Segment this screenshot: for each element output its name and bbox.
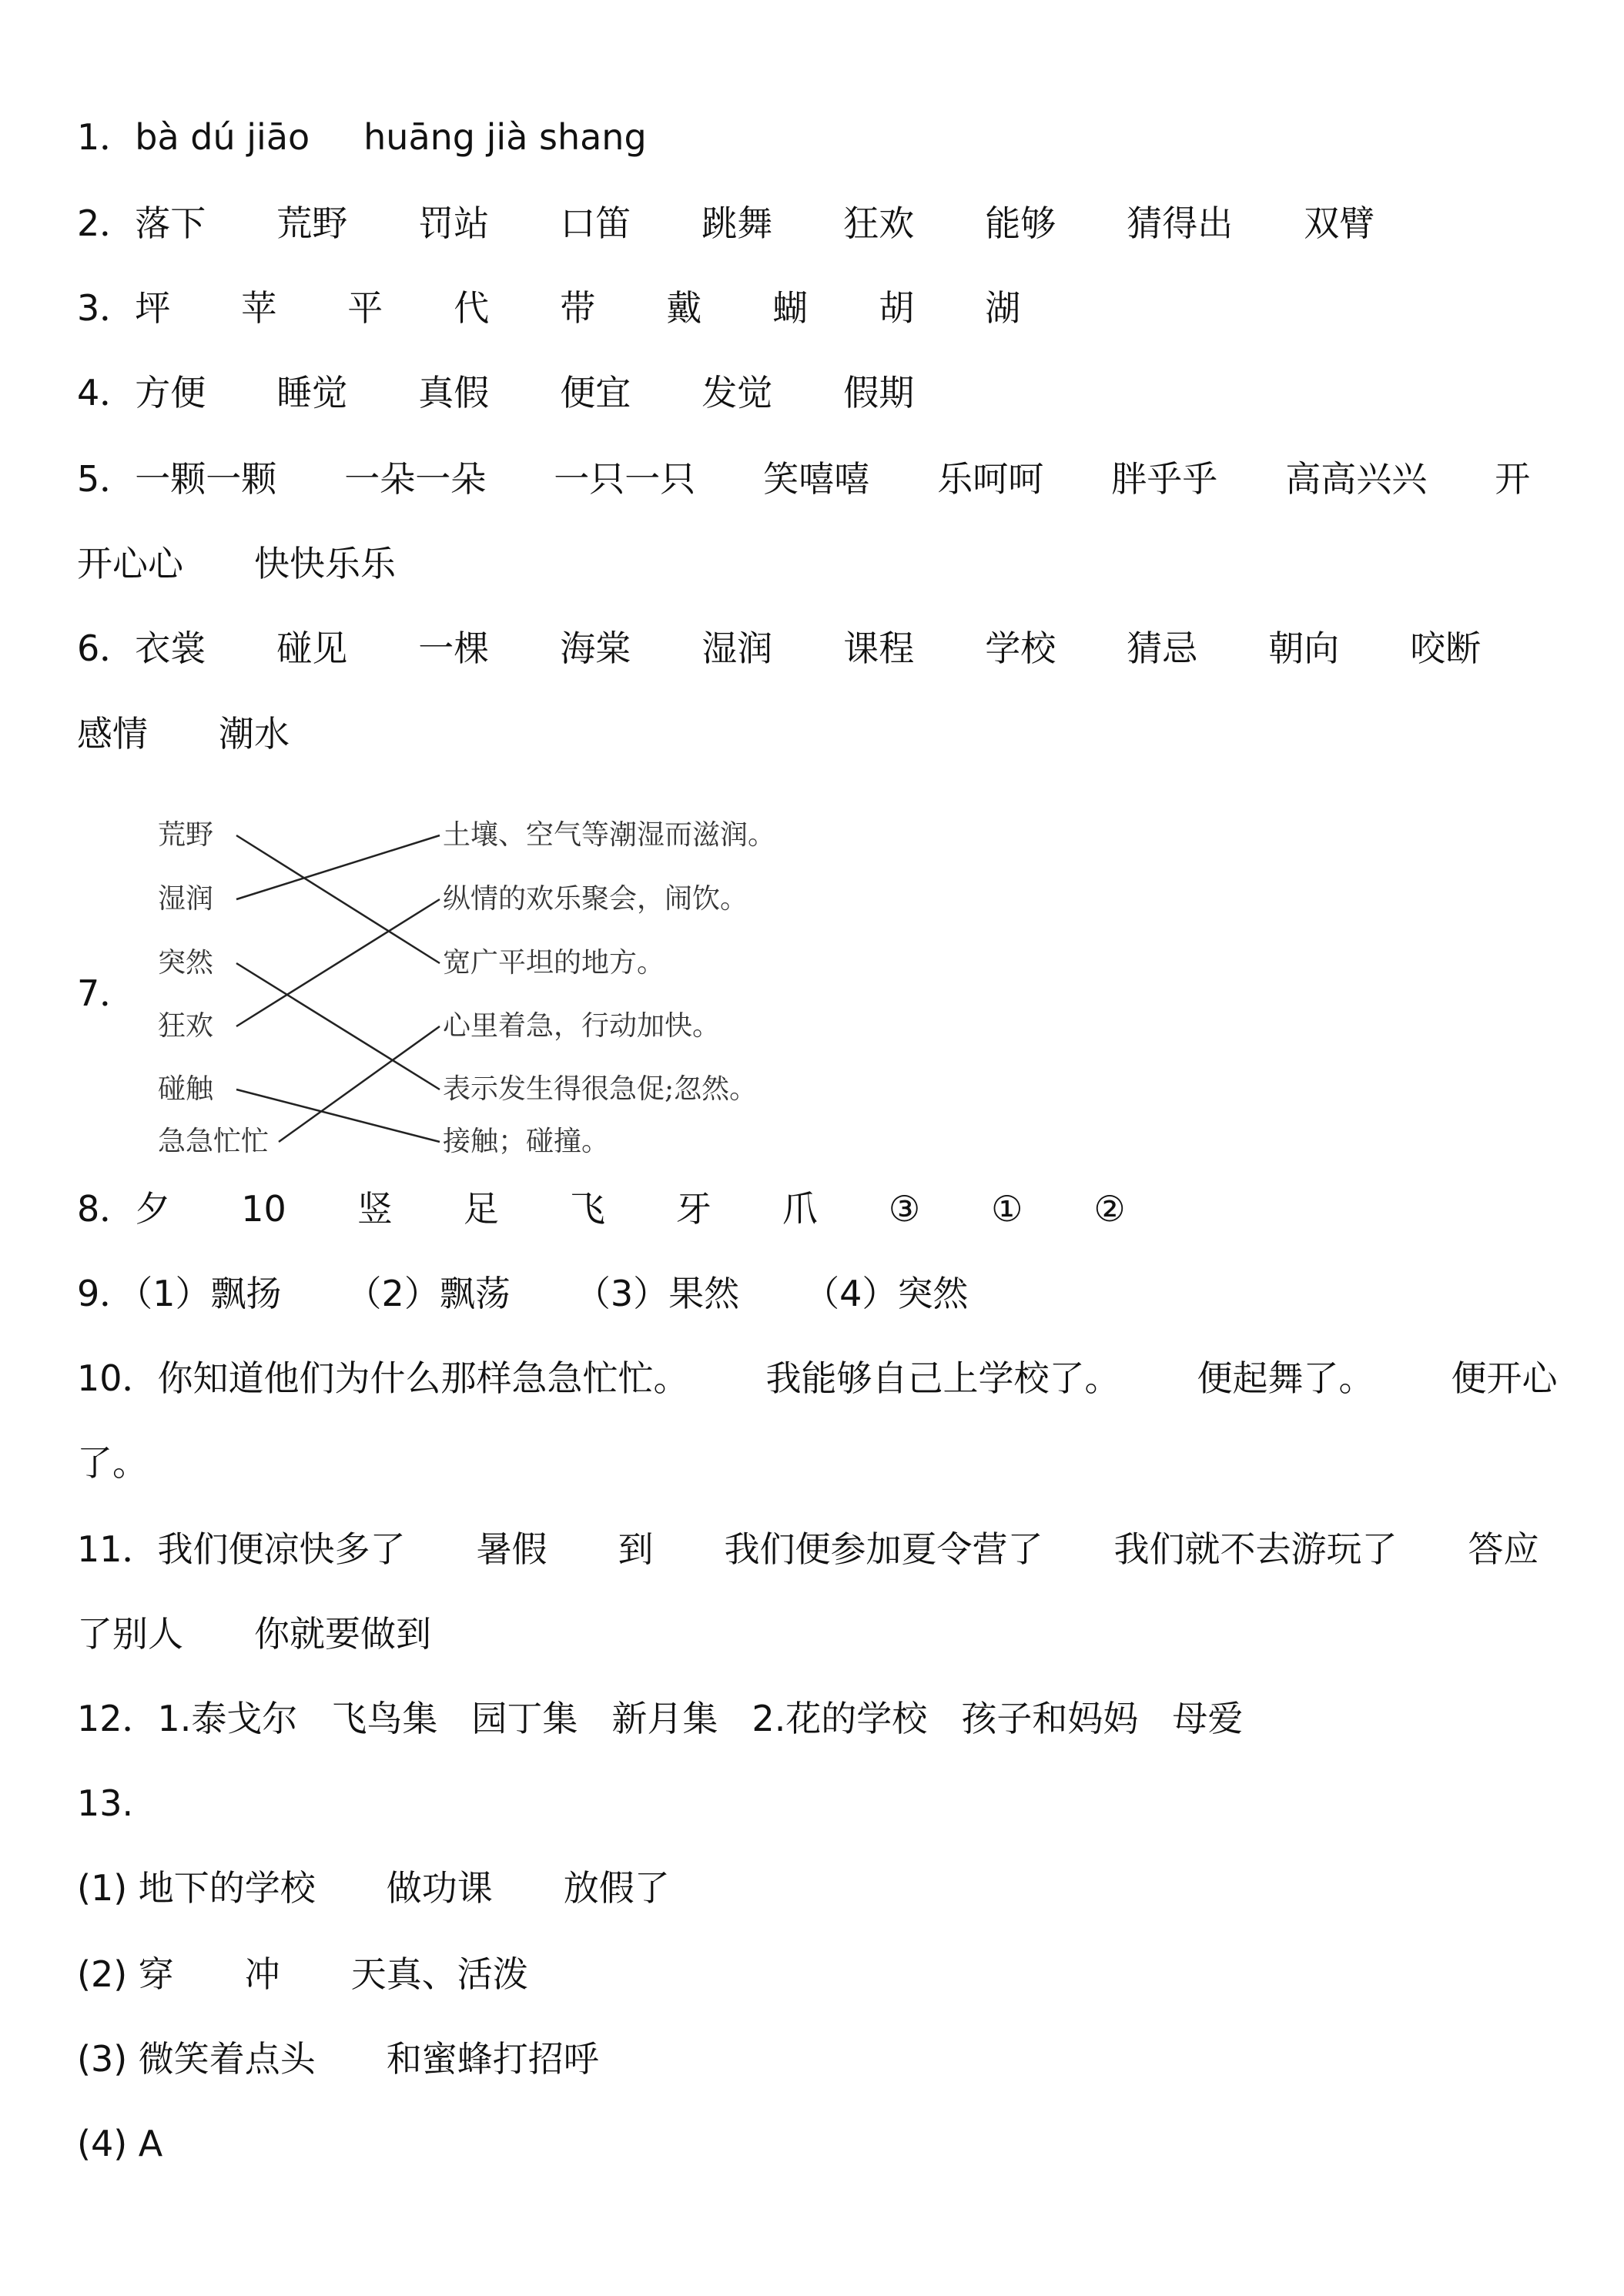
answer-item: 2．落下 (77, 202, 206, 244)
answer-line-q4 (77, 370, 914, 416)
answer-item: 狂欢 (843, 202, 915, 244)
answer-item: 了别人 (77, 1613, 183, 1655)
answer-item: 口笛 (560, 202, 631, 244)
answer-item: 潮水 (219, 713, 290, 755)
answer-line-q5b (77, 541, 396, 587)
answer-item: 开心心 (77, 543, 183, 584)
answer-item: 课程 (843, 628, 915, 669)
answer-item: 朝向 (1268, 628, 1340, 669)
answer-item: (3) 微笑着点头 (77, 2038, 316, 2080)
match-definition: 纵情的欢乐聚会，闹饮。 (443, 883, 748, 915)
match-link-line (236, 899, 440, 1026)
question-number: 7． (77, 972, 136, 1014)
answer-item: 发觉 (702, 372, 773, 413)
answer-line-q10b (77, 1440, 148, 1486)
answer-item: 答应 (1468, 1528, 1539, 1570)
answer-item: 碰见 (276, 628, 348, 669)
answer-item: 4．方便 (77, 372, 206, 413)
answer-item: 高高兴兴 (1285, 458, 1428, 500)
match-word: 突然 (158, 947, 214, 979)
answer-item: 孩子和妈妈 (961, 1698, 1139, 1739)
answer-item: 我们便参加夏令营了 (724, 1528, 1043, 1570)
answer-item: 新月集 (611, 1698, 718, 1739)
answer-item: 蝴 (772, 287, 809, 329)
answer-item: 9．（1）飘扬 (77, 1273, 282, 1314)
answer-line-q6a (77, 625, 1481, 671)
answer-item: 5．一颗一颗 (77, 458, 277, 500)
answer-line-q5a (77, 456, 1530, 502)
answer-item: 湖 (985, 287, 1021, 329)
answer-line-q12 (77, 1695, 1243, 1742)
answer-item: 和蜜蜂打招呼 (386, 2038, 599, 2080)
answer-line-q13_2 (77, 1951, 528, 1997)
answer-item: 代 (454, 287, 490, 329)
answer-item: 了。 (77, 1442, 148, 1484)
answer-item: 12．1.泰戈尔 (77, 1698, 298, 1739)
answer-item: 真假 (418, 372, 490, 413)
answer-item: 海棠 (560, 628, 631, 669)
matching-exercise (77, 797, 924, 1174)
answer-item: 3．坪 (77, 287, 171, 329)
match-definition: 表示发生得很急促;忽然。 (443, 1073, 758, 1105)
answer-item: 我能够自己上学校了。 (765, 1357, 1120, 1399)
answer-item: 开 (1495, 458, 1531, 500)
answer-item: 母爱 (1172, 1698, 1244, 1739)
answer-item: 乐呵呵 (937, 458, 1044, 500)
answer-item: 能够 (985, 202, 1056, 244)
answer-line-q11b (77, 1611, 431, 1657)
answer-item: 湿润 (702, 628, 773, 669)
match-definition: 土壤、空气等潮湿而滋润。 (443, 819, 776, 851)
match-word: 碰触 (158, 1073, 214, 1105)
answer-item: huāng jià shang (363, 116, 647, 158)
answer-item: 冲 (244, 1953, 280, 1995)
match-definition: 心里着急，行动加快。 (443, 1010, 721, 1042)
answer-item: 带 (560, 287, 596, 329)
answer-item: 园丁集 (471, 1698, 578, 1739)
match-word: 荒野 (158, 819, 214, 851)
answer-item: 戴 (666, 287, 702, 329)
match-link-line (236, 963, 440, 1089)
answer-line-q13_4 (77, 2120, 162, 2167)
answer-item: 便起舞了。 (1197, 1357, 1375, 1399)
answer-line-q13_1 (77, 1865, 670, 1911)
match-word: 狂欢 (158, 1010, 214, 1042)
answer-item: 一棵 (418, 628, 490, 669)
answer-item: 13. (77, 1782, 134, 1824)
answer-item: 10．你知道他们为什么那样急急忙忙。 (77, 1357, 689, 1399)
answer-item: 咬断 (1410, 628, 1482, 669)
answer-item: ③ (888, 1188, 921, 1230)
answer-line-q1 (77, 114, 647, 160)
answer-item: 便宜 (560, 372, 631, 413)
answer-item: 做功课 (386, 1867, 493, 1909)
answer-item: 一朵一朵 (344, 458, 487, 500)
match-link-line (279, 1026, 440, 1142)
answer-line-q2 (77, 200, 1375, 246)
answer-line-q6b (77, 711, 290, 757)
answer-item: (1) 地下的学校 (77, 1867, 316, 1909)
match-definition: 接触；碰撞。 (443, 1126, 610, 1157)
answer-item: 6．衣裳 (77, 628, 206, 669)
answer-item: 1．bà dú jiāo (77, 116, 310, 158)
answer-item: 胡 (879, 287, 915, 329)
answer-item: 飞 (569, 1188, 605, 1230)
answer-item: 荒野 (276, 202, 348, 244)
match-word: 急急忙忙 (158, 1126, 270, 1157)
answer-item: 到 (618, 1528, 654, 1570)
answer-item: 苹 (241, 287, 277, 329)
answer-item: 睡觉 (276, 372, 348, 413)
answer-item: 双臂 (1304, 202, 1375, 244)
answer-item: 你就要做到 (254, 1613, 431, 1655)
match-link-line (236, 835, 440, 899)
answer-item: 感情 (77, 713, 148, 755)
answer-line-q11a (77, 1526, 1539, 1572)
answer-item: 放假了 (563, 1867, 670, 1909)
answer-item: 2.花的学校 (752, 1698, 928, 1739)
answer-item: （3）果然 (574, 1273, 740, 1314)
answer-item: ② (1093, 1188, 1126, 1230)
answer-item: 罚站 (418, 202, 490, 244)
answer-line-q13_3 (77, 2036, 599, 2082)
answer-item: 便开心 (1451, 1357, 1558, 1399)
match-link-line (236, 835, 440, 963)
answer-item: （4）突然 (804, 1273, 969, 1314)
answer-item: 假期 (843, 372, 915, 413)
answer-item: 平 (347, 287, 383, 329)
answer-item: 快快乐乐 (254, 543, 396, 584)
answer-item: 学校 (985, 628, 1056, 669)
answer-item: 暑假 (476, 1528, 547, 1570)
answer-line-q10a (77, 1355, 1558, 1401)
answer-item: (4) A (77, 2123, 163, 2164)
answer-item: 我们就不去游玩了 (1113, 1528, 1398, 1570)
answer-item: 跳舞 (702, 202, 773, 244)
answer-line-q13 (77, 1780, 133, 1826)
answer-item: （2）飘荡 (346, 1273, 511, 1314)
answer-line-q8 (77, 1186, 1126, 1232)
matching-lines (77, 797, 924, 1174)
answer-item: 8．夕 (77, 1188, 171, 1230)
answer-item: 11．我们便凉快多了 (77, 1528, 406, 1570)
answer-item: 猜忌 (1127, 628, 1198, 669)
answer-item: 天真、活泼 (350, 1953, 528, 1995)
answer-item: 一只一只 (554, 458, 696, 500)
answer-item: 飞鸟集 (331, 1698, 438, 1739)
answer-item: 牙 (675, 1188, 712, 1230)
answer-item: 笑嘻嘻 (763, 458, 870, 500)
answer-item: 爪 (782, 1188, 818, 1230)
answer-line-q3 (77, 285, 1020, 331)
answer-item: 10 (241, 1188, 286, 1230)
answer-item: (2) 穿 (77, 1953, 174, 1995)
answer-item: 猜得出 (1127, 202, 1234, 244)
answer-item: 足 (463, 1188, 499, 1230)
answer-line-q9 (77, 1270, 968, 1317)
match-word: 湿润 (158, 883, 214, 915)
answer-item: 竖 (357, 1188, 393, 1230)
answer-item: 胖乎乎 (1111, 458, 1218, 500)
match-definition: 宽广平坦的地方。 (443, 947, 665, 979)
answer-item: ① (991, 1188, 1023, 1230)
